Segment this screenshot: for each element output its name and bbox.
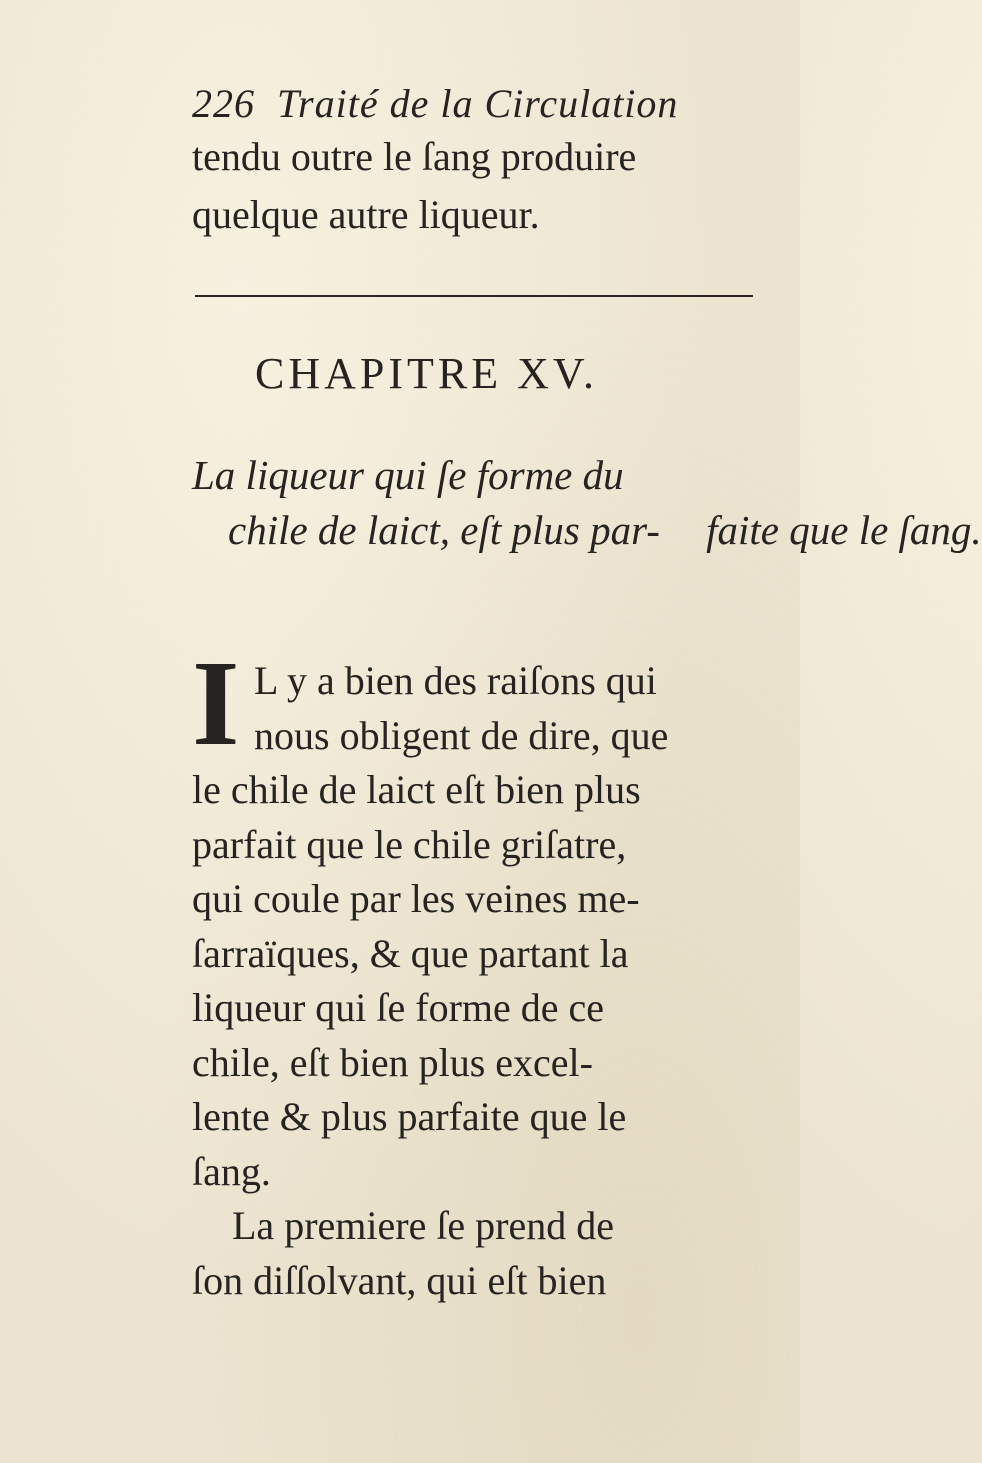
body-text [192, 654, 668, 1308]
text-line: nous obligent de dire, que [254, 712, 669, 758]
text-line: qui coule par les veines me- [192, 876, 640, 921]
chapter-heading: CHAPITRE XV. [255, 349, 599, 398]
drop-cap: I [192, 636, 240, 771]
text-line: tendu outre le ſang produire [192, 134, 637, 179]
running-head [192, 80, 678, 127]
text-line: liqueur qui ſe forme de ce [192, 985, 605, 1030]
carryover-text [192, 128, 636, 244]
chapter-subtitle [192, 448, 982, 558]
text-line: chile, eſt bien plus excel- [192, 1039, 593, 1085]
subtitle-line: La liqueur qui ſe forme du [192, 452, 624, 498]
text-line: ſang. [192, 1148, 271, 1194]
text-line: ſarraïques, & que partant la [192, 930, 629, 976]
running-title: Traité de la Circulation [277, 81, 679, 126]
text-line: parfait que le chile griſatre, [192, 821, 627, 867]
text-line: quelque autre liqueur. [192, 192, 540, 237]
section-rule [195, 295, 753, 297]
text-line: lente & plus parfaite que le [192, 1094, 627, 1139]
subtitle-line: chile de laict, eſt plus par- [228, 507, 660, 553]
text-line: ſon diſſolvant, qui eſt bien [192, 1257, 607, 1303]
page-number: 226 [192, 81, 255, 126]
text-line: L y a bien des raiſons qui [254, 658, 657, 703]
text-line: le chile de laict eſt bien plus [192, 767, 641, 812]
text-line: La premiere ſe prend de [232, 1203, 615, 1248]
subtitle-line: faite que le ſang. [706, 507, 982, 553]
